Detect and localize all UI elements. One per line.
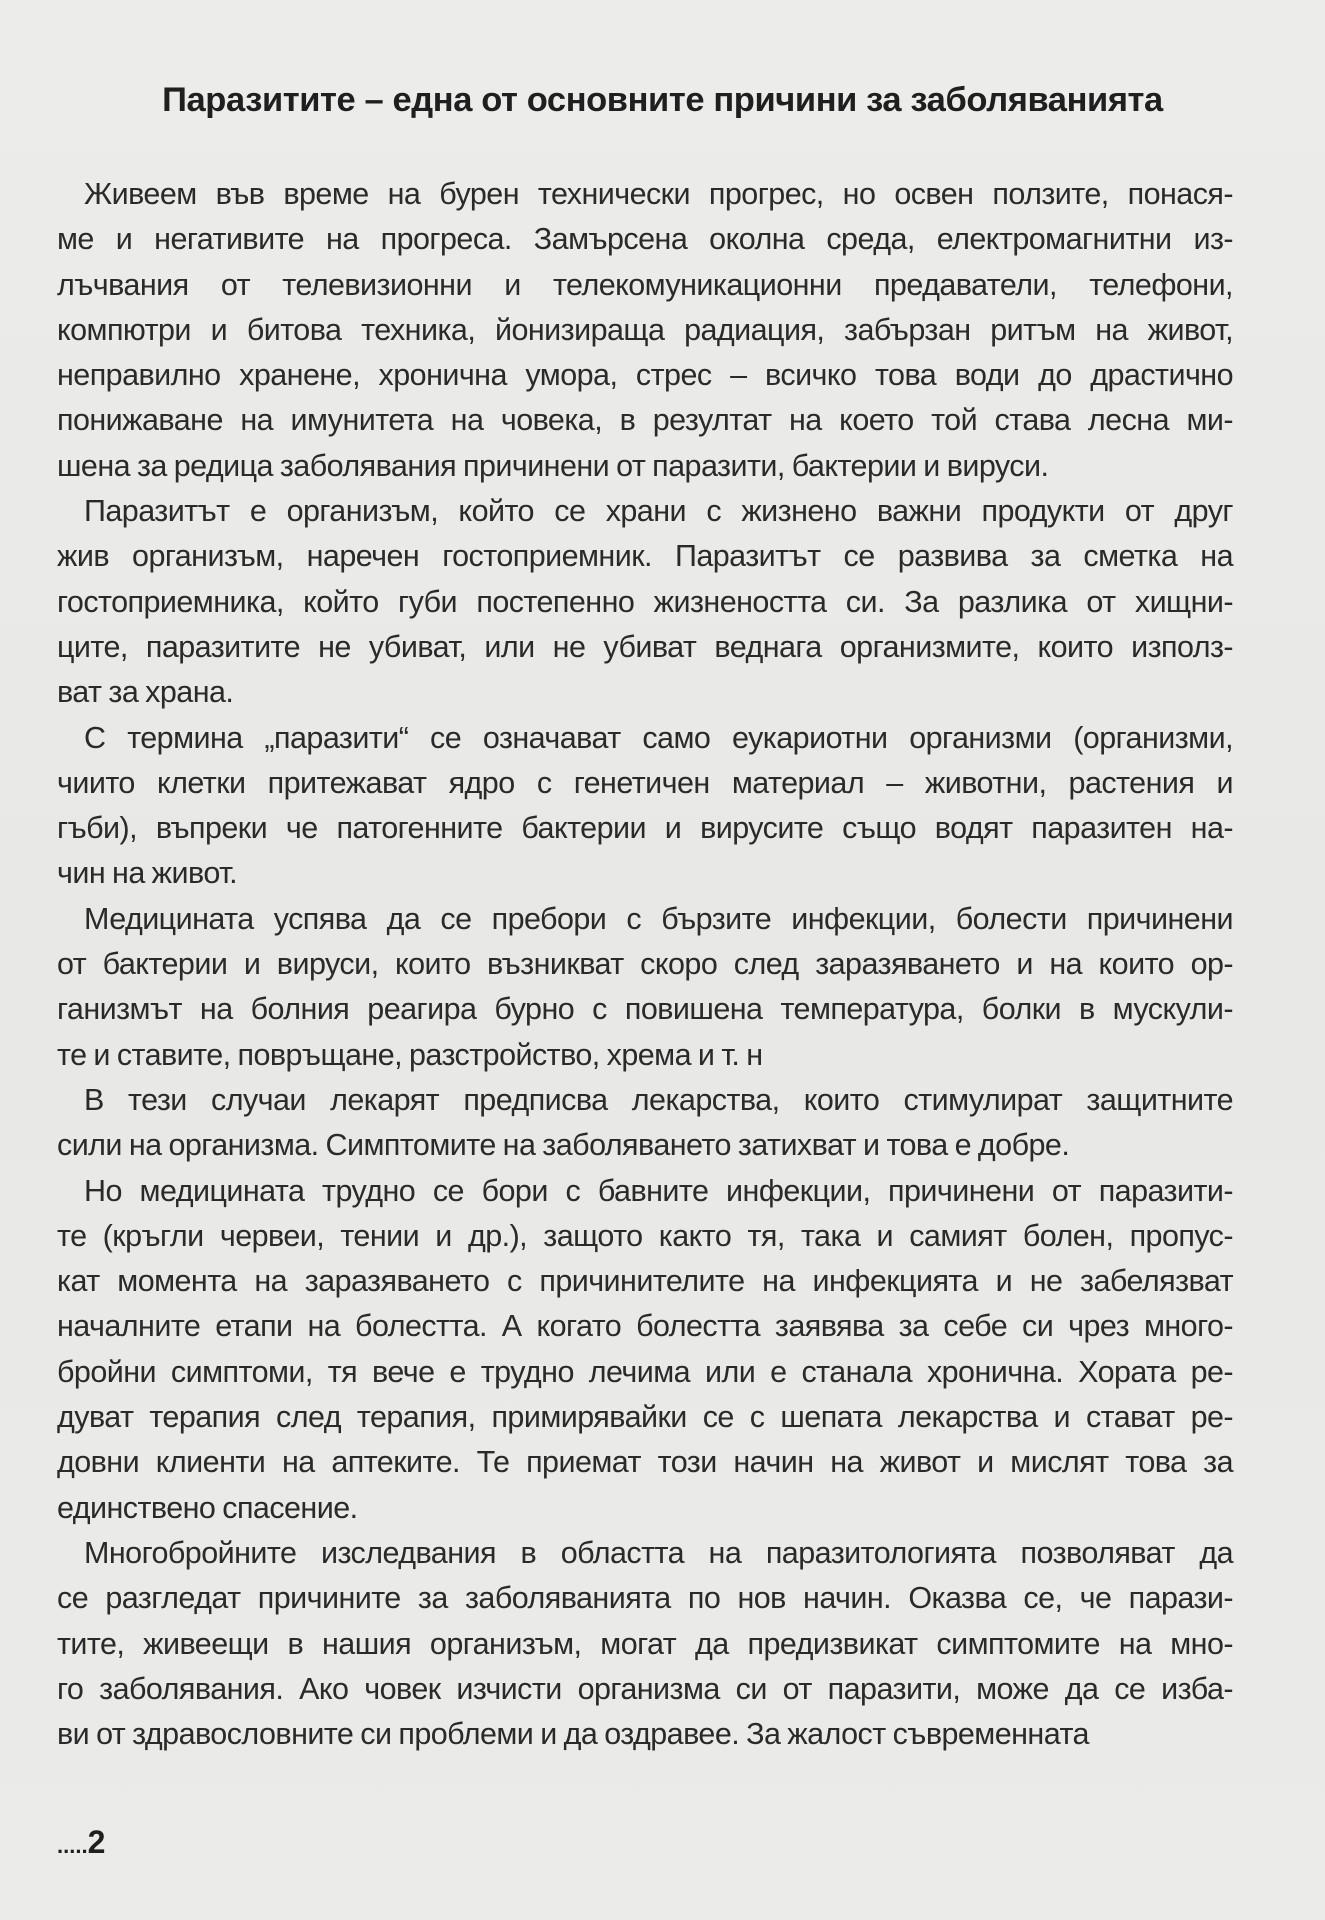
text-line-content: те и ставите, повръщане, разстройство, хрема и т. н xyxy=(57,1037,763,1072)
text-line xyxy=(57,1667,1233,1712)
text-line-content: ви от здравословните си проблеми и да оздравее. За жалост съвременната xyxy=(57,1717,1089,1752)
paragraph xyxy=(57,1169,1233,1531)
text-line xyxy=(57,625,1233,670)
text-line xyxy=(57,1169,1233,1214)
text-line xyxy=(57,670,1233,715)
paragraph xyxy=(57,897,1233,1078)
text-line-content: Но медицината трудно се бори с бавните инфекции, причинени от паразити- xyxy=(84,1173,1233,1208)
text-line xyxy=(57,987,1233,1032)
text-line xyxy=(57,1033,1233,1078)
page-number xyxy=(57,1822,105,1866)
text-line xyxy=(57,1622,1233,1667)
text-line xyxy=(57,1576,1233,1621)
text-line xyxy=(57,942,1233,987)
text-line-content: тите, живеещи в нашия организъм, могат да предизвикат симптомите на мно- xyxy=(57,1626,1233,1661)
text-line xyxy=(57,444,1233,489)
page-number-value: 2 xyxy=(87,1824,106,1860)
text-line xyxy=(57,172,1233,217)
text-line xyxy=(57,1078,1233,1123)
text-line-content: гостоприемника, който губи постепенно жизнеността си. За разлика от хищни- xyxy=(57,584,1233,619)
text-line-content: Медицината успява да се пребори с бързите инфекции, болести причинени xyxy=(84,901,1233,936)
text-line-content: го заболявания. Ако човек изчисти организма си от паразити, може да се изба- xyxy=(57,1671,1233,1706)
text-line xyxy=(57,217,1233,262)
text-line xyxy=(57,353,1233,398)
text-line-content: неправилно хранене, хронична умора, стрес – всичко това води до драстично xyxy=(57,358,1233,393)
text-line xyxy=(57,580,1233,625)
text-line xyxy=(57,761,1233,806)
page-number-dots: ..... xyxy=(57,1833,88,1858)
paragraph xyxy=(57,489,1233,715)
text-line xyxy=(57,1304,1233,1349)
paragraph xyxy=(57,1078,1233,1169)
text-line-content: ганизмът на болния реагира бурно с повишена температура, болки в мускули- xyxy=(57,992,1233,1027)
text-line-content: понижаване на имунитета на човека, в резултат на което той става лесна ми- xyxy=(57,403,1233,438)
text-line-content: компютри и битова техника, йонизираща радиация, забързан ритъм на живот, xyxy=(57,312,1233,347)
text-line xyxy=(57,398,1233,443)
text-line-content: чиито клетки притежават ядро с генетичен материал – животни, растения и xyxy=(57,765,1233,800)
text-line xyxy=(57,263,1233,308)
text-line xyxy=(57,897,1233,942)
paragraph xyxy=(57,172,1233,489)
text-line-content: дуват терапия след терапия, примирявайки се с шепата лекарства и стават ре- xyxy=(57,1400,1233,1435)
text-line-content: ме и негативите на прогреса. Замърсена околна среда, електромагнитни из- xyxy=(57,222,1233,257)
text-line-content: жив организъм, наречен гостоприемник. Паразитът се развива за сметка на xyxy=(57,539,1233,574)
text-line-content: се разгледат причините за заболяванията по нов начин. Оказва се, че парази- xyxy=(57,1581,1233,1616)
text-line-content: Паразитът е организъм, който се храни с жизнено важни продукти от друг xyxy=(84,494,1233,529)
text-line-content: те (кръгли червеи, тении и др.), защото както тя, така и самият болен, пропус- xyxy=(57,1218,1233,1253)
text-line-content: ците, паразитите не убиват, или не убиват веднага организмите, които използ- xyxy=(57,629,1233,664)
text-line-content: Многобройните изследвания в областта на паразитологията позволяват да xyxy=(84,1535,1233,1570)
text-line xyxy=(57,1259,1233,1304)
text-line xyxy=(57,1712,1233,1757)
text-line-content: кат момента на заразяването с причинителите на инфекцията и не забелязват xyxy=(57,1264,1233,1299)
text-line-content: довни клиенти на аптеките. Те приемат този начин на живот и мислят това за xyxy=(57,1445,1233,1480)
text-line-content: чин на живот. xyxy=(57,856,238,891)
paragraph xyxy=(57,1531,1233,1757)
text-line-content: гъби), въпреки че патогенните бактерии и вирусите също водят паразитен на- xyxy=(57,811,1233,846)
text-line xyxy=(57,1395,1233,1440)
body-text xyxy=(57,172,1233,1757)
text-line xyxy=(57,851,1233,896)
text-line-content: Живеем във време на бурен технически прогрес, но освен ползите, понася- xyxy=(84,177,1233,211)
paragraph xyxy=(57,716,1233,897)
text-line xyxy=(57,716,1233,761)
page-title: Паразитите – една от основните причини за заболяванията xyxy=(162,81,1163,119)
text-line-content: шена за редица заболявания причинени от паразити, бактерии и вируси. xyxy=(57,448,1049,483)
text-line xyxy=(57,1440,1233,1485)
text-line xyxy=(57,1214,1233,1259)
text-line-content: сили на организма. Симптомите на заболяването затихват и това е добре. xyxy=(57,1128,1070,1163)
text-line-content: ват за храна. xyxy=(57,675,234,710)
text-line xyxy=(57,1350,1233,1395)
text-line-content: С термина „паразити“ се означават само еукариотни организми (организми, xyxy=(84,720,1233,755)
text-line-content: лъчвания от телевизионни и телекомуникационни предаватели, телефони, xyxy=(57,267,1233,302)
text-line-content: В тези случаи лекарят предписва лекарства, които стимулират защитните xyxy=(84,1082,1233,1117)
text-line-content: бройни симптоми, тя вече е трудно лечима или е станала хронична. Хората ре- xyxy=(57,1354,1233,1389)
text-line-content: началните етапи на болестта. А когато болестта заявява за себе си чрез много- xyxy=(57,1309,1233,1344)
text-line-content: от бактерии и вируси, които възникват скоро след заразяването и на които ор- xyxy=(57,947,1233,982)
text-line-content: единствено спасение. xyxy=(57,1490,358,1525)
text-line xyxy=(57,1486,1233,1531)
text-line xyxy=(57,1123,1233,1168)
text-line xyxy=(57,806,1233,851)
text-line xyxy=(57,1531,1233,1576)
text-line xyxy=(57,534,1233,579)
text-line xyxy=(57,308,1233,353)
text-line xyxy=(57,489,1233,534)
